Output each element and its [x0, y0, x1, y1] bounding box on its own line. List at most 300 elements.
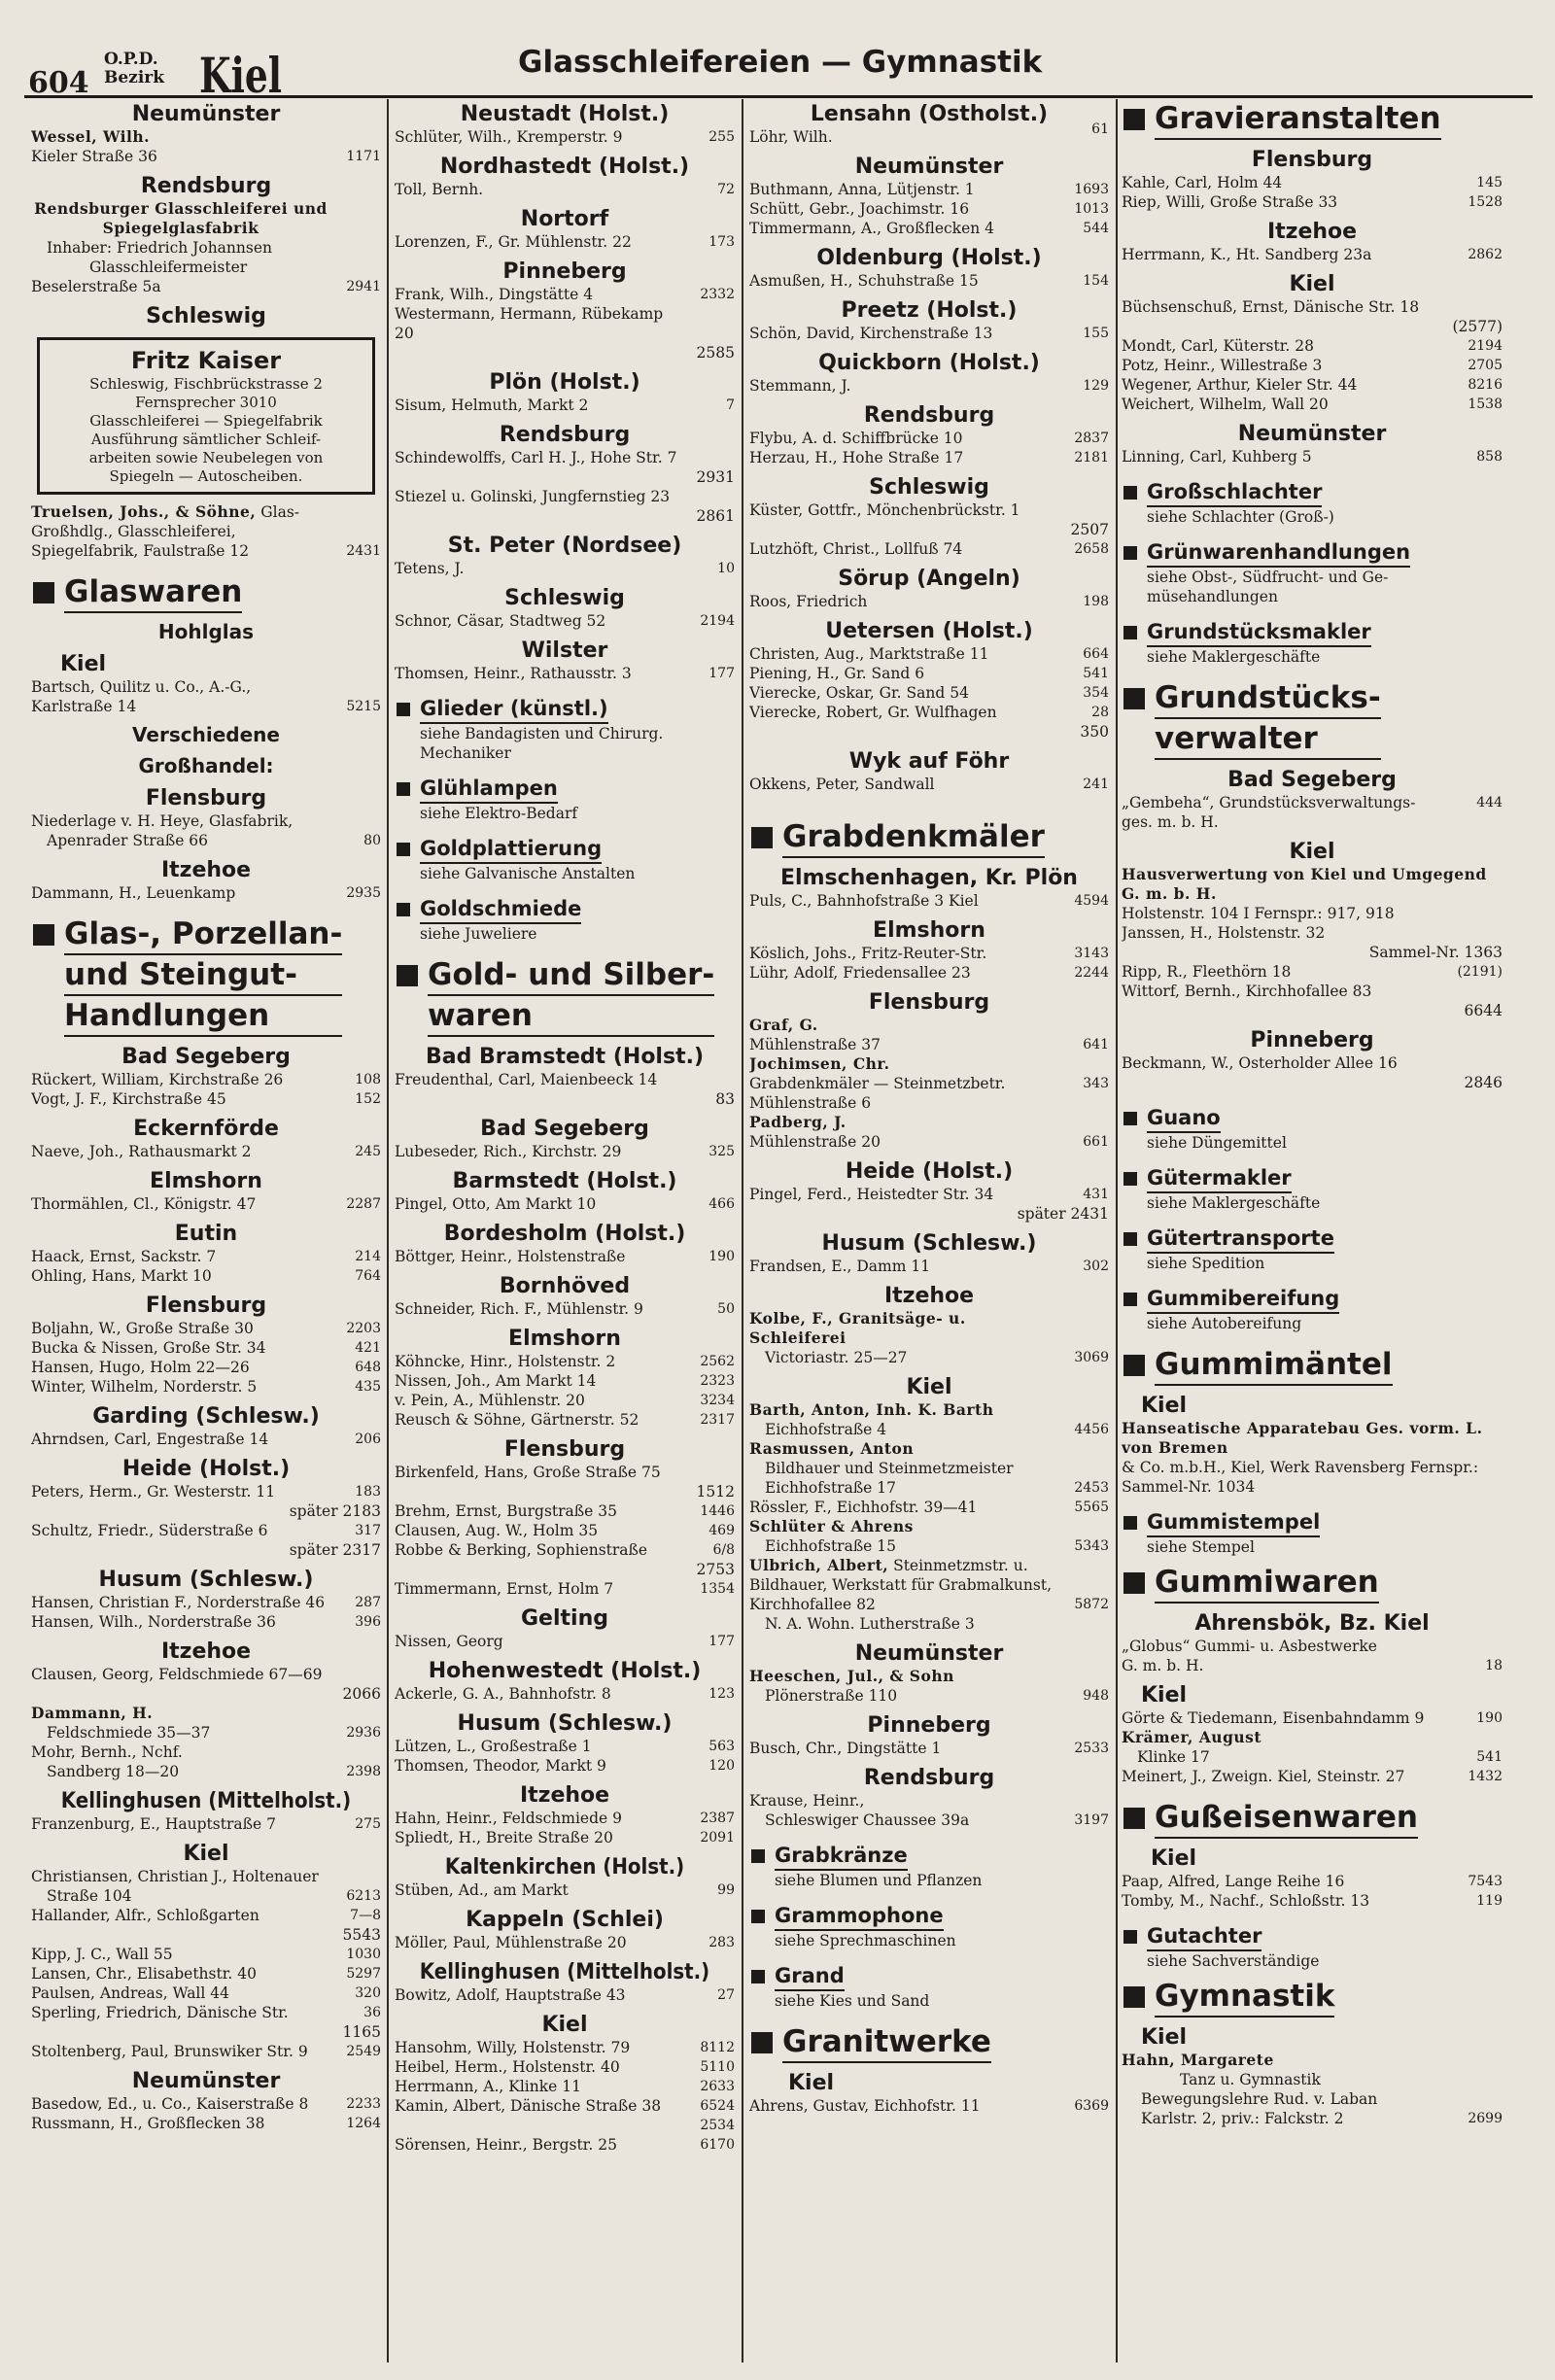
- section-heading: Glieder (künstl.): [395, 695, 735, 724]
- list-item: Mohr, Bernh., Nchf. Sandberg 18—20 2398: [31, 1743, 381, 1780]
- list-item: Tetens, J. 10: [395, 560, 735, 577]
- list-item: Lühr, Adolf, Friedensallee 23 2244: [749, 964, 1109, 982]
- list-item: Christiansen, Christian J., Holtenauer Straße 104 6213: [31, 1868, 381, 1905]
- list-item: Janssen, H., Holstenstr. 32 Sammel-Nr. 1363: [1122, 924, 1503, 961]
- list-item: Sörensen, Heinr., Bergstr. 25 6170: [395, 2136, 735, 2154]
- subheading: Hohlglas: [157, 620, 255, 643]
- list-item: Mondt, Carl, Küterstr. 28 2194: [1122, 337, 1503, 355]
- place-heading: Sörup (Angeln): [838, 567, 1020, 591]
- section-bullet-icon: [397, 782, 410, 796]
- place-heading: Neustadt (Holst.): [460, 102, 670, 126]
- place-heading: Kiel: [1141, 1683, 1188, 1707]
- place-heading: Kiel: [906, 1375, 952, 1399]
- list-item: Wittorf, Bernh., Kirchhofallee 83 6644: [1122, 983, 1503, 1019]
- column-divider: [742, 99, 743, 2363]
- place-heading: Husum (Schlesw.): [98, 1568, 314, 1592]
- list-item: Krämer, August Klinke 17 541: [1122, 1728, 1503, 1766]
- section-bullet-icon: [1123, 1930, 1137, 1944]
- list-item: Pingel, Otto, Am Markt 10 466: [395, 1195, 735, 1213]
- list-item: Ulbrich, Albert, Steinmetzmstr. u. Bildhauer, Werkstatt für Grabmalkunst, Kirchhofallee 82 N. A. Wohn. Lutherstraße 3 5872: [749, 1556, 1109, 1633]
- section-heading: Gold- und Silber- waren: [395, 955, 735, 1037]
- place-heading: Kiel: [1289, 840, 1335, 864]
- place-heading: Pinneberg: [867, 1713, 991, 1738]
- list-item: Sisum, Helmuth, Markt 2 7: [395, 397, 735, 414]
- list-item: Vogt, J. F., Kirchstraße 45 152: [31, 1090, 381, 1108]
- list-item: Möller, Paul, Mühlenstraße 20 283: [395, 1934, 735, 1951]
- place-heading: Heide (Holst.): [121, 1457, 291, 1481]
- place-heading: Kiel: [1141, 2025, 1188, 2050]
- list-item: Schön, David, Kirchenstraße 13 155: [749, 325, 1109, 342]
- list-item: Rendsburger Glasschleiferei und Spiegelglasfabrik Inhaber: Friedrich Johannsen Glasschleifermeister Beselerstraße 5a 2941: [31, 199, 381, 295]
- section-bullet-icon: [751, 1910, 765, 1923]
- section-bullet-icon: [1123, 626, 1137, 639]
- list-item: Sperling, Friedrich, Dänische Str. 36 1165: [31, 2004, 381, 2041]
- place-heading: Barmstedt (Holst.): [452, 1169, 677, 1193]
- section-bullet-icon: [1123, 1112, 1137, 1125]
- cross-reference: siehe Galvanische Anstalten: [420, 865, 636, 882]
- place-heading: Wilster: [521, 638, 608, 663]
- section-bullet-icon: [1123, 688, 1145, 709]
- list-item: Naeve, Joh., Rathausmarkt 2 245: [31, 1143, 381, 1160]
- section-heading: Grabkränze: [749, 1842, 1109, 1871]
- section-heading: Gravieranstalten: [1122, 99, 1503, 140]
- list-item: Padberg, J. Mühlenstraße 20 661: [749, 1113, 1109, 1151]
- list-item: Hanseatische Apparatebau Ges. vorm. L. von Bremen & Co. m.b.H., Kiel, Werk Ravensberg Fernspr.: Sammel-Nr. 1034: [1122, 1419, 1483, 1496]
- place-heading: Schleswig: [869, 475, 989, 500]
- place-heading: Husum (Schlesw.): [821, 1231, 1037, 1256]
- place-heading: Bad Segeberg: [480, 1117, 649, 1141]
- list-item: Lorenzen, F., Gr. Mühlenstr. 22 173: [395, 233, 735, 251]
- list-item: Barth, Anton, Inh. K. Barth Eichhofstraße 4 4456: [749, 1400, 1109, 1438]
- cross-reference: siehe Obst-, Südfrucht- und Ge-: [1147, 569, 1389, 586]
- ad-line: Spiegeln — Autoscheiben.: [109, 467, 303, 485]
- section-heading: Gummibereifung: [1122, 1285, 1503, 1314]
- place-heading: Itzehoe: [883, 1284, 975, 1308]
- list-item: Piening, H., Gr. Sand 6 541: [749, 665, 1109, 682]
- section-heading: Glaswaren: [31, 572, 381, 613]
- section-bullet-icon: [1123, 1516, 1137, 1530]
- place-heading: Bad Bramstedt (Holst.): [425, 1045, 704, 1069]
- list-item: Görte & Tiedemann, Eisenbahndamm 9 190: [1122, 1709, 1503, 1727]
- section-heading: Gütertransporte: [1122, 1224, 1503, 1254]
- place-heading: Rendsburg: [499, 423, 631, 447]
- list-item: Wegener, Arthur, Kieler Str. 44 8216: [1122, 376, 1503, 394]
- page-header: [24, 37, 1533, 104]
- list-item: Herrmann, A., Klinke 11 2633: [395, 2078, 735, 2095]
- place-heading: Ahrensbök, Bz. Kiel: [1194, 1611, 1430, 1636]
- section-heading: Gummistempel: [1122, 1508, 1503, 1537]
- list-item: Lützen, L., Großestraße 1 563: [395, 1738, 735, 1755]
- list-item: Schindewolffs, Carl H. J., Hohe Str. 7 2931: [395, 449, 735, 486]
- place-heading: Rendsburg: [863, 1766, 995, 1790]
- place-heading: Bornhöved: [499, 1274, 631, 1298]
- ad-line: Ausführung sämtlicher Schleif-: [90, 431, 322, 448]
- subheading: Großhandel:: [138, 754, 274, 777]
- list-item: Busch, Chr., Dingstätte 1 2533: [749, 1740, 1109, 1757]
- cross-reference: siehe Düngemittel: [1147, 1134, 1287, 1152]
- list-item: Birkenfeld, Hans, Große Straße 75 1512: [395, 1464, 735, 1500]
- list-item: Dammann, H. Feldschmiede 35—37 2936: [31, 1704, 381, 1742]
- subheading: Verschiedene: [132, 723, 280, 746]
- list-item: Kamin, Albert, Dänische Straße 38 6524: [395, 2097, 735, 2115]
- list-item: Lutzhöft, Christ., Lollfuß 74 2658: [749, 540, 1109, 558]
- section-bullet-icon: [1123, 109, 1145, 130]
- opd-line: O.P.D.: [104, 50, 158, 69]
- list-item: Heibel, Herm., Holstenstr. 40 5110: [395, 2058, 735, 2076]
- list-item: Paap, Alfred, Lange Reihe 16 7543: [1122, 1873, 1503, 1890]
- list-item: „Gembeha“, Grundstücksverwaltungs- ges. m. b. H. 444: [1122, 794, 1503, 831]
- list-item: „Globus“ Gummi- u. Asbestwerke G. m. b. H. 18: [1122, 1638, 1503, 1674]
- list-item: Lansen, Chr., Elisabethstr. 40 5297: [31, 1965, 381, 1983]
- section-heading: Goldplattierung: [395, 835, 735, 864]
- list-item: Roos, Friedrich 198: [749, 593, 1109, 610]
- place-heading: Husum (Schlesw.): [457, 1711, 673, 1736]
- list-item: Löhr, Wilh. 61: [749, 121, 1109, 146]
- place-heading: Rendsburg: [863, 403, 995, 428]
- list-item: Vierecke, Oskar, Gr. Sand 54 354: [749, 684, 1109, 702]
- place-heading: Flensburg: [503, 1437, 626, 1462]
- list-item: Timmermann, Ernst, Holm 7 1354: [395, 1580, 735, 1598]
- column-4: [1122, 99, 1503, 2363]
- place-heading: Flensburg: [145, 786, 267, 811]
- list-item: 2534: [700, 2118, 735, 2133]
- section-bullet-icon: [1123, 1986, 1145, 2008]
- list-item: Hahn, Margarete Tanz u. Gymnastik Bewegungslehre Rud. v. Laban Karlstr. 2, priv.: Falckstr. 2 2699: [1122, 2051, 1503, 2127]
- bezirk-line: Bezirk: [104, 68, 165, 87]
- list-item: Winter, Wilhelm, Norderstr. 5 435: [31, 1378, 381, 1396]
- place-heading: Gelting: [521, 1606, 608, 1631]
- list-item: Bucka & Nissen, Große Str. 34 421: [31, 1339, 381, 1357]
- cross-reference: siehe Schlachter (Groß-): [1147, 508, 1334, 526]
- section-bullet-icon: [397, 703, 410, 716]
- list-item: Kolbe, F., Granitsäge- u. Schleiferei Victoriastr. 25—27 3069: [749, 1309, 1109, 1366]
- section-heading: Großschlachter: [1122, 478, 1503, 507]
- place-heading: Nordhastedt (Holst.): [439, 155, 690, 179]
- place-heading: Pinneberg: [502, 259, 627, 284]
- place-heading: Itzehoe: [1266, 220, 1358, 244]
- ad-line: Fernsprecher 3010: [135, 394, 277, 411]
- section-bullet-icon: [751, 2032, 773, 2053]
- list-item: Paulsen, Andreas, Wall 44 320: [31, 1984, 381, 2002]
- list-item: Asmußen, H., Schuhstraße 15 154: [749, 272, 1109, 290]
- list-item: Frandsen, E., Damm 11 302: [749, 1258, 1109, 1275]
- section-heading: Gummiwaren: [1122, 1563, 1503, 1604]
- place-heading: Neumünster: [131, 102, 281, 126]
- section-bullet-icon: [397, 843, 410, 856]
- place-heading: Flensburg: [1251, 148, 1373, 172]
- list-item: Ahrens, Gustav, Eichhofstr. 11 6369: [749, 2097, 1109, 2115]
- section-heading: Glas-, Porzellan- und Steingut- Handlungen: [31, 914, 381, 1037]
- place-heading: Kiel: [1141, 1394, 1188, 1418]
- list-item: Clausen, Aug. W., Holm 35 469: [395, 1522, 735, 1539]
- place-heading: Bad Segeberg: [121, 1045, 291, 1069]
- list-item: Hansen, Wilh., Norderstraße 36 396: [31, 1613, 381, 1631]
- place-heading: Neumünster: [131, 2069, 281, 2093]
- list-item: Thomsen, Theodor, Markt 9 120: [395, 1757, 735, 1775]
- list-item: Köhncke, Hinr., Holstenstr. 2 2562: [395, 1353, 735, 1370]
- place-heading: Nortorf: [520, 207, 609, 231]
- section-bullet-icon: [1123, 546, 1137, 560]
- cross-reference: siehe Blumen und Pflanzen: [775, 1872, 983, 1889]
- section-heading: Grammophone: [749, 1902, 1109, 1931]
- list-item: Boljahn, W., Große Straße 30 2203: [31, 1320, 381, 1337]
- column-1: [31, 99, 381, 2363]
- place-heading: Itzehoe: [519, 1783, 610, 1808]
- list-item: Puls, C., Bahnhofstraße 3 Kiel 4594: [749, 892, 1109, 910]
- place-heading: Neumünster: [854, 155, 1004, 179]
- place-heading: Schleswig: [504, 586, 625, 610]
- list-item: Rückert, William, Kirchstraße 26 108: [31, 1071, 381, 1088]
- list-item: Stemmann, J. 129: [749, 377, 1109, 395]
- list-item: Franzenburg, E., Hauptstraße 7 275: [31, 1815, 381, 1833]
- list-item: Jochimsen, Chr. Grabdenkmäler — Steinmetzbetr. Mühlenstraße 6 343: [749, 1054, 1109, 1112]
- section-bullet-icon: [33, 924, 54, 946]
- section-bullet-icon: [1123, 1172, 1137, 1186]
- section-bullet-icon: [397, 965, 418, 986]
- list-item: Bowitz, Adolf, Hauptstraße 43 27: [395, 1986, 735, 2004]
- place-heading: Eutin: [174, 1222, 238, 1246]
- list-item: Schlüter & Ahrens Eichhofstraße 15 5343: [749, 1517, 1109, 1555]
- list-item: Linning, Carl, Kuhberg 5 858: [1122, 448, 1503, 466]
- section-bullet-icon: [1123, 1293, 1137, 1306]
- list-item: Beckmann, W., Osterholder Allee 16 2846: [1122, 1054, 1503, 1091]
- list-item: Spliedt, H., Breite Straße 20 2091: [395, 1829, 735, 1846]
- section-bullet-icon: [1123, 486, 1137, 500]
- place-heading: Kiel: [1151, 1846, 1197, 1871]
- section-heading: Gummimäntel: [1122, 1345, 1503, 1386]
- place-heading: Neumünster: [854, 1641, 1004, 1666]
- list-item: Ahrndsen, Carl, Engestraße 14 206: [31, 1431, 381, 1448]
- place-heading: Schleswig: [146, 304, 266, 328]
- list-item: Hallander, Alfr., Schloßgarten 7—8 5543: [31, 1907, 381, 1944]
- list-item: Hansen, Christian F., Norderstraße 46 287: [31, 1594, 381, 1611]
- place-heading: Quickborn (Holst.): [818, 351, 1040, 375]
- list-item: Kahle, Carl, Holm 44 145: [1122, 174, 1503, 191]
- place-heading: Hohenwestedt (Holst.): [428, 1659, 702, 1683]
- list-item: Rössler, F., Eichhofstr. 39—41 5565: [749, 1499, 1109, 1516]
- place-heading: Heide (Holst.): [845, 1159, 1014, 1184]
- place-heading: Flensburg: [145, 1293, 267, 1318]
- list-item: Basedow, Ed., u. Co., Kaiserstraße 8 2233: [31, 2095, 381, 2113]
- list-item: Niederlage v. H. Heye, Glasfabrik, Apenrader Straße 66 80: [31, 812, 381, 849]
- section-bullet-icon: [1123, 1232, 1137, 1246]
- list-item: Thormählen, Cl., Königstr. 47 2287: [31, 1195, 381, 1213]
- section-bullet-icon: [397, 903, 410, 916]
- ad-line: Schleswig, Fischbrückstrasse 2: [89, 375, 323, 393]
- section-heading: Gymnastik: [1122, 1977, 1503, 2018]
- place-heading: Pinneberg: [1250, 1028, 1374, 1052]
- section-heading: Grabdenkmäler: [749, 817, 1109, 858]
- cross-reference: Mechaniker: [420, 744, 511, 762]
- column-divider: [387, 99, 389, 2363]
- list-item: Schnor, Cäsar, Stadtweg 52 2194: [395, 612, 735, 630]
- section-heading: Goldschmiede: [395, 895, 735, 924]
- section-heading: Grünwarenhandlungen: [1122, 538, 1503, 568]
- list-item: Stoltenberg, Paul, Brunswiker Str. 9 2549: [31, 2043, 381, 2060]
- list-item: Schultz, Friedr., Süderstraße 6 317 später 2317: [31, 1522, 381, 1559]
- section-heading: Gußeisenwaren: [1122, 1798, 1503, 1839]
- section-heading: Gütermakler: [1122, 1164, 1503, 1193]
- list-item: Westermann, Hermann, Rübekamp 20 2585: [395, 305, 735, 362]
- section-bullet-icon: [1123, 1572, 1145, 1594]
- column-3: [749, 99, 1109, 2363]
- cross-reference: siehe Autobereifung: [1147, 1315, 1302, 1332]
- section-heading: Grundstücks- verwalter: [1122, 678, 1503, 760]
- place-heading: Itzehoe: [160, 858, 252, 882]
- place-heading: Kiel: [541, 2013, 588, 2037]
- list-item: Frank, Wilh., Dingstätte 4 2332: [395, 286, 735, 303]
- ad-title: Fritz Kaiser: [130, 347, 282, 374]
- place-heading: Elmshorn: [873, 918, 985, 943]
- list-item: Ohling, Hans, Markt 10 764: [31, 1267, 381, 1285]
- place-heading: Elmshorn: [508, 1327, 621, 1351]
- section-heading: Grand: [749, 1962, 1109, 1991]
- place-heading: Oldenburg (Holst.): [816, 246, 1042, 270]
- place-heading: Kiel: [60, 652, 107, 676]
- cross-reference: siehe Spedition: [1147, 1255, 1265, 1272]
- place-heading: Uetersen (Holst.): [825, 619, 1033, 643]
- list-item: Okkens, Peter, Sandwall 241: [749, 776, 1109, 793]
- place-heading: Flensburg: [868, 990, 990, 1015]
- cross-reference: siehe Maklergeschäfte: [1147, 648, 1321, 666]
- cross-reference: siehe Maklergeschäfte: [1147, 1194, 1321, 1212]
- place-heading: Garding (Schlesw.): [92, 1404, 320, 1429]
- list-item: Stiezel u. Golinski, Jungfernstieg 23 2861: [395, 488, 735, 525]
- place-heading: Lensahn (Ostholst.): [810, 102, 1049, 126]
- list-item: Nissen, Joh., Am Markt 14 2323: [395, 1372, 735, 1390]
- list-item: Weichert, Wilhelm, Wall 20 1538: [1122, 396, 1503, 413]
- list-item: Pingel, Ferd., Heistedter Str. 34 431 später 2431: [749, 1186, 1109, 1223]
- place-heading: Kiel: [1289, 272, 1335, 296]
- section-heading: Glühlampen: [395, 775, 735, 804]
- list-item: Dammann, H., Leuenkamp 2935: [31, 884, 381, 902]
- list-item: Tomby, M., Nachf., Schloßstr. 13 119: [1122, 1892, 1503, 1910]
- list-item: Timmermann, A., Großflecken 4 544: [749, 220, 1109, 237]
- cross-reference: siehe Juweliere: [420, 925, 537, 943]
- list-item: Reusch & Söhne, Gärtnerstr. 52 2317: [395, 1411, 735, 1429]
- list-item: Truelsen, Johs., & Söhne, Glas-Großhdlg., Glasschleiferei, Spiegelfabrik, Faulstraße 12 2431: [31, 502, 381, 560]
- list-item: Brehm, Ernst, Burgstraße 35 1446: [395, 1502, 735, 1520]
- list-item: Nissen, Georg 177: [395, 1633, 735, 1650]
- section-bullet-icon: [1123, 1808, 1145, 1829]
- place-heading: Plön (Holst.): [489, 370, 640, 395]
- cross-reference: siehe Bandagisten und Chirurg.: [420, 725, 664, 742]
- list-item: Krause, Heinr., Schleswiger Chaussee 39a 3197: [749, 1792, 1109, 1829]
- place-heading: Bordesholm (Holst.): [443, 1222, 686, 1246]
- section-heading: Granitwerke: [749, 2022, 1109, 2063]
- place-heading: Kappeln (Schlei): [466, 1908, 664, 1932]
- list-item: Schütt, Gebr., Joachimstr. 16 1013: [749, 200, 1109, 218]
- list-item: Hansen, Hugo, Holm 22—26 648: [31, 1359, 381, 1376]
- list-item: Ripp, R., Fleethörn 18 (2191): [1122, 963, 1503, 981]
- list-item: Riep, Willi, Große Straße 33 1528: [1122, 193, 1503, 211]
- place-heading: Kiel: [788, 2071, 835, 2095]
- section-bullet-icon: [751, 1970, 765, 1983]
- place-heading: Elmschenhagen, Kr. Plön: [780, 866, 1078, 890]
- list-item: Böttger, Heinr., Holstenstraße 190: [395, 1248, 735, 1265]
- district-city: Kiel: [199, 47, 282, 104]
- place-heading: Itzehoe: [160, 1639, 252, 1664]
- list-item: Flybu, A. d. Schiffbrücke 10 2837: [749, 430, 1109, 447]
- advertisement-box: [37, 337, 375, 495]
- list-item: Hahn, Heinr., Feldschmiede 9 2387: [395, 1810, 735, 1827]
- column-2: [395, 99, 735, 2363]
- list-item: Bartsch, Quilitz u. Co., A.-G., Karlstraße 14 5215: [31, 678, 381, 715]
- list-item: Kipp, J. C., Wall 55 1030: [31, 1946, 381, 1963]
- section-heading: Guano: [1122, 1104, 1503, 1133]
- page-number: 604: [28, 66, 89, 100]
- list-item: Robbe & Berking, Sophienstraße 6/8 2753: [395, 1541, 735, 1578]
- list-item: v. Pein, A., Mühlenstr. 20 3234: [395, 1392, 735, 1409]
- ad-line: Glasschleiferei — Spiegelfabrik: [89, 412, 323, 430]
- list-item: Heeschen, Jul., & Sohn Plönerstraße 110 948: [749, 1667, 1109, 1705]
- district-label: [104, 51, 164, 87]
- section-bullet-icon: [1123, 1355, 1145, 1376]
- list-item: Graf, G. Mühlenstraße 37 641: [749, 1016, 1109, 1053]
- list-item: Thomsen, Heinr., Rathausstr. 3 177: [395, 665, 735, 682]
- list-item: Köslich, Johs., Fritz-Reuter-Str. 3143: [749, 945, 1109, 962]
- place-heading: St. Peter (Nordsee): [447, 534, 682, 558]
- list-item: Ackerle, G. A., Bahnhofstr. 8 123: [395, 1685, 735, 1703]
- place-heading: Kaltenkirchen (Holst.): [444, 1855, 685, 1880]
- place-heading: Wyk auf Föhr: [848, 749, 1010, 774]
- list-item: Hansohm, Willy, Holstenstr. 79 8112: [395, 2039, 735, 2056]
- list-item: Schneider, Rich. F., Mühlenstr. 9 50: [395, 1300, 735, 1318]
- list-item: Wessel, Wilh. Kieler Straße 36 1171: [31, 127, 381, 165]
- list-item: Potz, Heinr., Willestraße 3 2705: [1122, 357, 1503, 374]
- ad-line: arbeiten sowie Neubelegen von: [88, 449, 324, 466]
- column-divider: [1116, 99, 1118, 2363]
- list-item: Hausverwertung von Kiel und Umgegend G. m. b. H. Holstenstr. 104 I Fernspr.: 917, 918: [1122, 865, 1487, 922]
- list-item: Herzau, H., Hohe Straße 17 2181: [749, 449, 1109, 466]
- list-item: Küster, Gottfr., Mönchenbrückstr. 1 2507: [749, 501, 1109, 538]
- list-item: Christen, Aug., Marktstraße 11 664: [749, 645, 1109, 663]
- place-heading: Rendsburg: [140, 174, 272, 198]
- place-heading: Bad Segeberg: [1227, 768, 1397, 792]
- place-heading: Preetz (Holst.): [841, 298, 1018, 323]
- list-item: Herrmann, K., Ht. Sandberg 23a 2862: [1122, 246, 1503, 263]
- list-item: Schlüter, Wilh., Kremperstr. 9 255: [395, 128, 735, 146]
- list-item: Vierecke, Robert, Gr. Wulfhagen 28 350: [749, 704, 1109, 741]
- list-item: Büchsenschuß, Ernst, Dänische Str. 18 (2577): [1122, 298, 1503, 335]
- place-heading: Kellinghusen (Mittelholst.): [419, 1960, 710, 1984]
- section-heading: Grundstücksmakler: [1122, 618, 1503, 647]
- cross-reference: siehe Sprechmaschinen: [775, 1932, 956, 1949]
- section-heading: Gutachter: [1122, 1922, 1503, 1951]
- list-item: Clausen, Georg, Feldschmiede 67—69 2066: [31, 1666, 381, 1703]
- section-bullet-icon: [751, 827, 773, 848]
- cross-reference: müsehandlungen: [1147, 588, 1278, 605]
- place-heading: Kiel: [183, 1842, 229, 1866]
- list-item: Peters, Herm., Gr. Westerstr. 11 183 später 2183: [31, 1483, 381, 1520]
- list-item: Buthmann, Anna, Lütjenstr. 1 1693: [749, 181, 1109, 198]
- place-heading: Kellinghusen (Mittelholst.): [60, 1789, 352, 1813]
- list-item: Haack, Ernst, Sackstr. 7 214: [31, 1248, 381, 1265]
- place-heading: Eckernförde: [133, 1117, 279, 1141]
- list-item: Rasmussen, Anton Bildhauer und Steinmetzmeister Eichhofstraße 17 2453: [749, 1439, 1109, 1497]
- section-bullet-icon: [33, 582, 54, 604]
- list-item: Meinert, J., Zweign. Kiel, Steinstr. 27 1432: [1122, 1768, 1503, 1785]
- cross-reference: siehe Stempel: [1147, 1538, 1255, 1556]
- page-title: Glasschleifereien — Gymnastik: [518, 45, 1043, 80]
- cross-reference: siehe Sachverständige: [1147, 1952, 1320, 1970]
- cross-reference: siehe Kies und Sand: [775, 1992, 930, 2010]
- list-item: Lubeseder, Rich., Kirchstr. 29 325: [395, 1143, 735, 1160]
- list-item: Stüben, Ad., am Markt 99: [395, 1881, 735, 1899]
- section-bullet-icon: [751, 1849, 765, 1863]
- list-item: Toll, Bernh. 72: [395, 181, 735, 198]
- list-item: Freudenthal, Carl, Maienbeeck 14 83: [395, 1071, 735, 1108]
